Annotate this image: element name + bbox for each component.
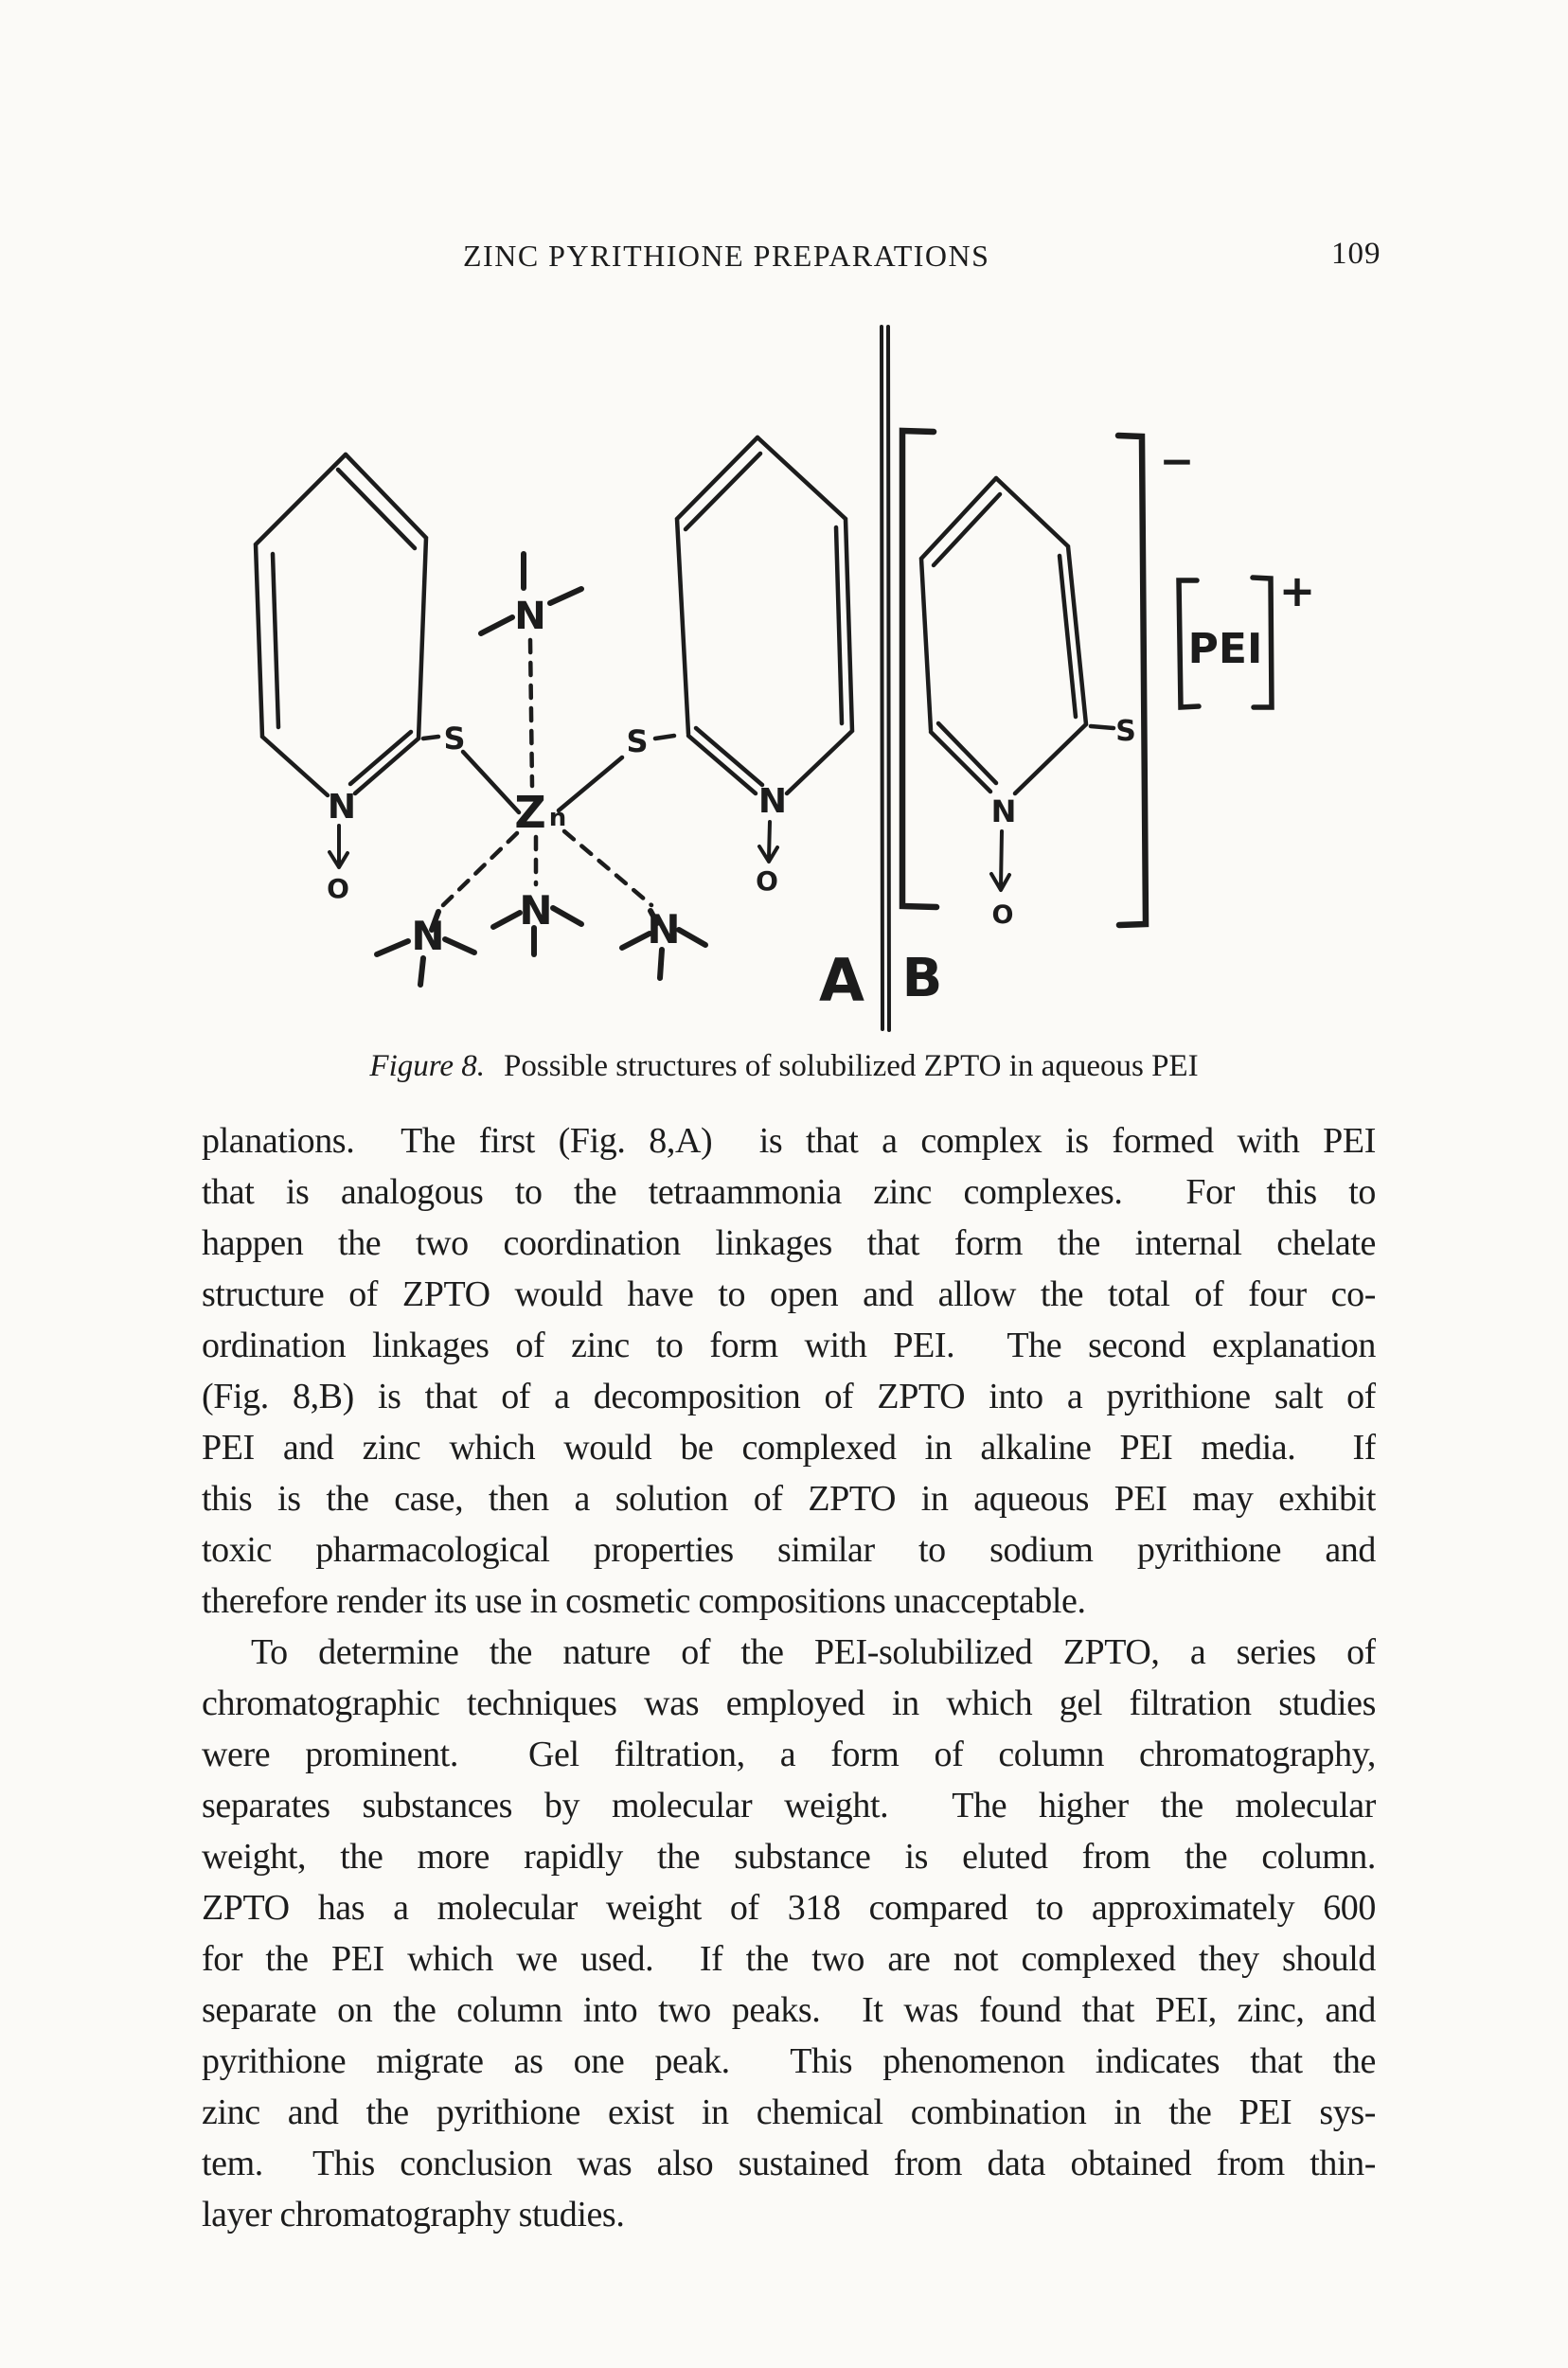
body-line: toxic pharmacological properties similar to sodium pyrithione and	[202, 1530, 1376, 1570]
body-line: ZPTO has a molecular weight of 318 compared to approximately 600	[202, 1888, 1376, 1928]
body-line: weight, the more rapidly the substance is eluted from the column.	[202, 1837, 1376, 1877]
pei-amine-nitrogen-bottom-right	[622, 906, 705, 978]
zinc-z-glyph: Z	[514, 787, 546, 838]
body-line: for the PEI which we used. If the two are not complexed they should	[202, 1939, 1376, 1979]
ring-nitrogen-label: N	[757, 782, 788, 821]
sulfur-label-right: S	[626, 723, 649, 759]
anion-bracket-right	[1118, 436, 1146, 925]
structure-a-label: A	[819, 946, 864, 1015]
figure-divider-rule	[882, 327, 889, 1030]
body-line: To determine the nature of the PEI-solubilized ZPTO, a series of	[251, 1632, 1376, 1672]
anion-bracket-left	[902, 431, 936, 907]
body-line: were prominent. Gel filtration, a form of column chromatography,	[202, 1735, 1376, 1774]
ring-nitrogen-label: N	[990, 793, 1017, 829]
coordination-bond-dashed-top	[530, 640, 532, 786]
amine-nitrogen-label: N	[647, 906, 681, 953]
amine-nitrogen-label: N	[411, 913, 445, 959]
pei-amine-nitrogen-bottom-middle	[493, 887, 581, 954]
structure-a-zpto-pei-complex	[256, 437, 864, 1015]
pyridine-ring-anion	[921, 478, 1114, 930]
pyridine-ring-right	[655, 437, 852, 897]
body-line: separate on the column into two peaks. It was found that PEI, zinc, and	[202, 1990, 1376, 2030]
figure-caption-label: Figure 8.	[369, 1049, 485, 1083]
body-line: (Fig. 8,B) is that of a decomposition of ZPTO into a pyrithione salt of	[202, 1377, 1376, 1416]
amine-nitrogen-label: N	[519, 887, 553, 934]
body-line: layer chromatography studies.	[202, 2195, 625, 2234]
figure-caption	[0, 1049, 1568, 1084]
zinc-atom	[514, 787, 566, 838]
coordination-bond-dashed-right	[564, 831, 651, 905]
body-line: ordination linkages of zinc to form with PEI. The second explanation	[202, 1326, 1376, 1365]
body-line: happen the two coordination linkages that form the internal chelate	[202, 1223, 1376, 1263]
body-line: PEI and zinc which would be complexed in alkaline PEI media. If	[202, 1428, 1376, 1468]
body-line: that is analogous to the tetraammonia zinc complexes. For this to	[202, 1172, 1376, 1212]
figure-caption-text: Possible structures of solubilized ZPTO in aqueous PEI	[504, 1049, 1199, 1083]
pei-cation-label	[1179, 565, 1315, 707]
body-line: this is the case, then a solution of ZPTO in aqueous PEI may exhibit	[202, 1479, 1376, 1519]
n-oxide-arrow	[759, 822, 777, 862]
coordination-bond-dashed-left	[443, 833, 517, 905]
n-oxide-arrow	[330, 826, 347, 867]
body-line: separates substances by molecular weight. The higher the molecular	[202, 1786, 1376, 1825]
sulfur-label-anion: S	[1115, 715, 1136, 748]
ring-nitrogen-label: N	[327, 788, 357, 827]
page-title: ZINC PYRITHIONE PREPARATIONS	[463, 239, 990, 273]
body-line: chromatographic techniques was employed in which gel filtration studies	[202, 1683, 1376, 1723]
body-line: structure of ZPTO would have to open and allow the total of four co-	[202, 1274, 1376, 1314]
body-line: tem. This conclusion was also sustained from data obtained from thin-	[202, 2144, 1376, 2183]
body-line: planations. The first (Fig. 8,A) is that a complex is formed with PEI	[202, 1121, 1376, 1161]
structure-b-label: B	[901, 948, 943, 1009]
pyridine-ring-left	[256, 454, 438, 904]
sulfur-label-left: S	[443, 721, 466, 757]
amine-nitrogen-label: N	[514, 595, 546, 638]
body-line: pyrithione migrate as one peak. This phenomenon indicates that the	[202, 2041, 1376, 2081]
plus-charge: +	[1278, 565, 1316, 616]
oxygen-label: O	[991, 900, 1014, 930]
minus-charge: −	[1159, 437, 1195, 486]
page-number: 109	[1331, 237, 1381, 271]
n-oxide-arrow	[991, 831, 1009, 890]
structure-b-pyrithione-salt	[902, 431, 1316, 1009]
oxygen-label: O	[756, 865, 778, 897]
sulfur-zinc-bond-left	[463, 752, 519, 812]
oxygen-label: O	[327, 873, 349, 904]
body-line: zinc and the pyrithione exist in chemical combination in the PEI sys-	[202, 2092, 1376, 2132]
figure-8-chemical-structures	[227, 312, 1326, 1042]
pei-amine-nitrogen-bottom-left	[377, 912, 474, 985]
sulfur-zinc-bond-right	[559, 757, 622, 810]
zinc-n-glyph: n	[548, 804, 567, 832]
pei-text: PEI	[1187, 625, 1263, 673]
body-text	[202, 1115, 1376, 2240]
pei-amine-nitrogen-top	[481, 554, 581, 638]
body-line: therefore render its use in cosmetic compositions unacceptable.	[202, 1581, 1086, 1621]
